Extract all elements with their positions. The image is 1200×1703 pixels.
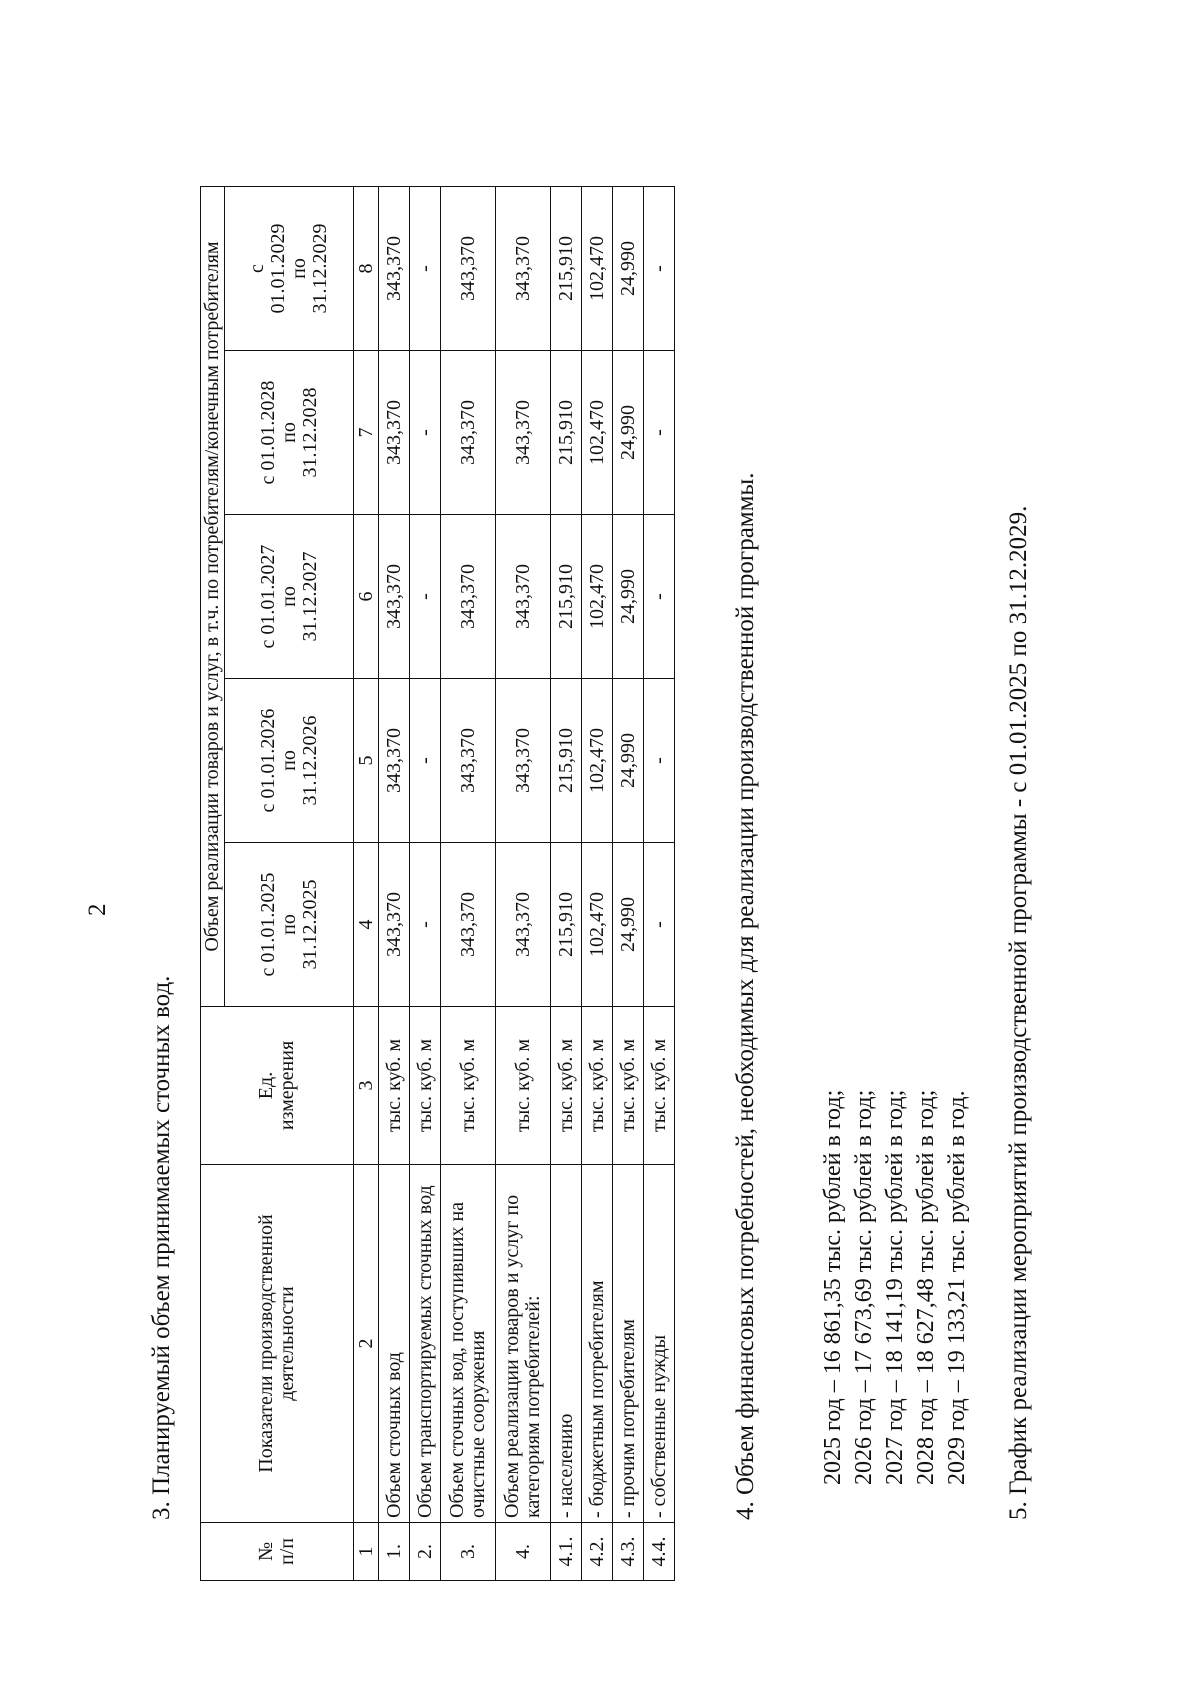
header-period-2027: с 01.01.2027 по 31.12.2027 [225,515,354,679]
row-value: 343,370 [496,515,551,679]
financial-line: 2029 год – 19 133,21 тыс. рублей в год. [944,1090,970,1485]
row-value: - [410,351,441,515]
row-number: 4.3. [613,1523,644,1581]
row-value: - [410,187,441,351]
row-value: 215,910 [551,187,582,351]
row-indicator: Объем сточных вод, поступивших на очистные сооружения [441,1165,496,1523]
row-value: 215,910 [551,843,582,1007]
header-indicator: Показатели производственной деятельности [201,1165,354,1523]
row-number: 1. [379,1523,410,1581]
section-4-title: 4. Объем финансовых потребностей, необходимых для реализации производственной программы. [732,472,759,1520]
header-unit: Ед. измерения [201,1007,354,1165]
row-value: 24,990 [613,679,644,843]
column-number-row [354,187,379,1581]
table-row [613,187,644,1581]
header-number: № п/п [201,1523,354,1581]
column-number: 8 [354,187,379,351]
row-value: 215,910 [551,351,582,515]
row-value: 343,370 [441,843,496,1007]
row-value: 343,370 [496,843,551,1007]
row-value: - [410,843,441,1007]
row-value: 215,910 [551,679,582,843]
column-number: 7 [354,351,379,515]
column-number: 3 [354,1007,379,1165]
row-value: 102,470 [582,187,613,351]
financial-line: 2027 год – 18 141,19 тыс. рублей в год; [882,1089,908,1485]
row-value: - [410,515,441,679]
row-indicator: - прочим потребителям [613,1165,644,1523]
row-value: 343,370 [379,843,410,1007]
row-value: 343,370 [379,187,410,351]
table-row [644,187,675,1581]
column-number: 2 [354,1165,379,1523]
financial-line: 2028 год – 18 627,48 тыс. рублей в год; [913,1089,939,1485]
row-value: 343,370 [379,679,410,843]
row-value: 102,470 [582,351,613,515]
row-value: 343,370 [379,351,410,515]
row-value: 215,910 [551,515,582,679]
row-unit: тыс. куб. м [410,1007,441,1165]
row-value: 24,990 [613,187,644,351]
row-unit: тыс. куб. м [441,1007,496,1165]
row-indicator: Объем сточных вод [379,1165,410,1523]
row-value: 343,370 [441,351,496,515]
row-value: - [644,351,675,515]
row-value: 24,990 [613,843,644,1007]
row-unit: тыс. куб. м [379,1007,410,1165]
row-indicator: Объем транспортируемых сточных вод [410,1165,441,1523]
table-row [496,187,551,1581]
financial-line: 2025 год – 16 861,35 тыс. рублей в год; [820,1089,846,1485]
row-value: 24,990 [613,351,644,515]
page-number: 2 [84,903,111,916]
section-5-title: 5. График реализации мероприятий производственной программы - с 01.01.2025 по 31.12.2029. [1005,505,1032,1520]
row-value: - [644,515,675,679]
row-value: 343,370 [441,679,496,843]
table-row [441,187,496,1581]
header-sales-volume-group: Объем реализации товаров и услуг, в т.ч. по потребителям/конечным потребителям [201,187,225,1007]
section-3-title: 3. Планируемый объем принимаемых сточных вод. [148,975,175,1520]
row-value: 24,990 [613,515,644,679]
row-unit: тыс. куб. м [496,1007,551,1165]
row-indicator: Объем реализации товаров и услуг по категориям потребителей: [496,1165,551,1523]
column-number: 1 [354,1523,379,1581]
row-value: 102,470 [582,843,613,1007]
row-indicator: - собственные нужды [644,1165,675,1523]
row-value: - [644,843,675,1007]
row-number: 4.1. [551,1523,582,1581]
row-number: 4. [496,1523,551,1581]
row-value: 343,370 [496,351,551,515]
table-row [551,187,582,1581]
financial-needs-list [818,1090,973,1485]
column-number: 6 [354,515,379,679]
table-body [379,187,675,1581]
row-number: 3. [441,1523,496,1581]
row-value: 343,370 [496,679,551,843]
header-period-2029: с 01.01.2029 по 31.12.2029 [225,187,354,351]
table-row [379,187,410,1581]
column-number: 5 [354,679,379,843]
row-value: - [644,187,675,351]
row-number: 4.4. [644,1523,675,1581]
row-value: 102,470 [582,515,613,679]
table-row [410,187,441,1581]
row-number: 4.2. [582,1523,613,1581]
row-indicator: - бюджетным потребителям [582,1165,613,1523]
row-value: 343,370 [379,515,410,679]
financial-line: 2026 год – 17 673,69 тыс. рублей в год; [851,1089,877,1485]
row-unit: тыс. куб. м [582,1007,613,1165]
column-number: 4 [354,843,379,1007]
row-value: 343,370 [496,187,551,351]
header-period-2026: с 01.01.2026 по 31.12.2026 [225,679,354,843]
row-value: 343,370 [441,515,496,679]
row-indicator: - населению [551,1165,582,1523]
row-unit: тыс. куб. м [644,1007,675,1165]
row-value: 343,370 [441,187,496,351]
row-unit: тыс. куб. м [551,1007,582,1165]
header-period-2028: с 01.01.2028 по 31.12.2028 [225,351,354,515]
wastewater-volume-table [200,186,675,1581]
table-row [582,187,613,1581]
row-number: 2. [410,1523,441,1581]
header-period-2025: с 01.01.2025 по 31.12.2025 [225,843,354,1007]
row-value: - [410,679,441,843]
row-value: 102,470 [582,679,613,843]
row-unit: тыс. куб. м [613,1007,644,1165]
row-value: - [644,679,675,843]
